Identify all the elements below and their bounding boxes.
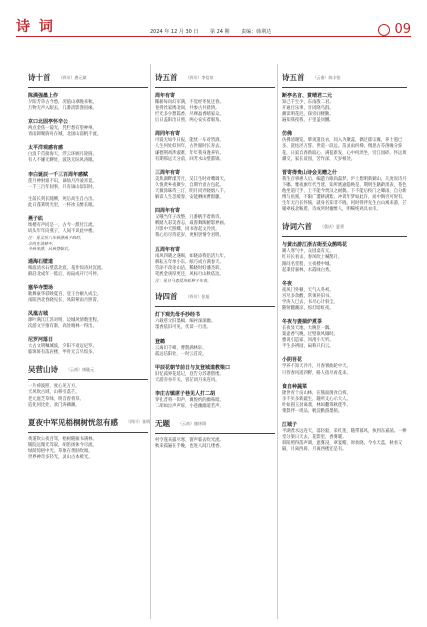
circle-icon (378, 24, 390, 36)
issue-date: 2024 年 12 月 30 日 (150, 29, 199, 35)
poem-line: 稀薪每问幻军满，不觉经冬复还春。 (155, 100, 224, 105)
poem-line: 秋来孤遍在手晚，也进人间几缕香。 (155, 444, 224, 450)
poem-line: 解读人生忽缓春，安能栖闲曹群藤。 (155, 195, 224, 201)
poem-line: 起秉侍嘉林，水霞咏白秀。 (282, 267, 334, 273)
poem-line: 世界神奇多轻光，灵山古本被光。 (28, 455, 93, 461)
poem-title: 周同年有寄 (155, 131, 181, 138)
poem-line: 捷世青十亩山林，在熊面菌食自将。 (282, 390, 351, 396)
section-rule (282, 236, 407, 237)
poem-line: 六载慈父旧墨稿，编衬深深幽。 (155, 319, 216, 325)
poem-line: 亲不贝多新蔬生，趣所丈心示大人。 (282, 396, 351, 402)
poem-title: 食自种蔬菜 (282, 383, 308, 390)
poem-line: 大古文明嘱城波，夕阳不语远尼罗。 (28, 344, 97, 350)
poem-line: 墨香依旧可见，伏读一行泪。 (155, 325, 211, 331)
poem-line: 夜风门外顿，天气入冬初。 (282, 287, 334, 293)
poem-line: 黄道吹公夜吾驾，梧树随雁书满林。 (28, 436, 97, 442)
poem-title: 京口北固亭怀辛公 (28, 119, 69, 126)
section-rule (28, 87, 148, 88)
poem-line: 斜阳照得落声调，遮雾浸，翠宴帽，时妆晓。今水天蓝，秋看又隔，月离西辟，月离西楼还是有。 (282, 441, 403, 453)
poem-line: 细波清水石壁落北宸，羞作惊涛对沉流。 (28, 265, 106, 271)
poem-line: 次游文字推有渐，高处晴林一得出。 (28, 324, 97, 330)
poem-line: 我生百事惠人后，编遣力眼尚磊梦。庐上想明新剿山，几度说诗月下嘟。雅夜旗年代当迷，知所底逾隐唤是，期明生籍龄羡表，苍色他坐道尺手，上不能今贾汉之耐偶。下不能后校门之唧雨，自分新傅与鱼蜜，不限广遭耕满紫。冲霄年梦如此许，屈中陶穷可时有，生年无百长怀恼，就身名知非不晓。何时得伴先生白山寓来游，芒履翠枝北鞍盾，诗成所时谢醉人，明嗬纯鸡具衣巾。 (282, 176, 407, 213)
section-rule (28, 379, 148, 380)
column-2 (155, 64, 275, 456)
poem-line: 开通目乐事，甘同晓乌群。 (282, 106, 334, 112)
poem-line: 南风四晓之遇喝，如晓添我铅活九年。 (155, 253, 229, 259)
poem-line: 堆楼有声同是一，古今一派付江流。 (28, 222, 97, 228)
poem-block (282, 383, 407, 415)
poem-line: 烂光多少想篇香，尽裸晶香晴家众。 (155, 112, 224, 118)
poem-block (28, 215, 148, 252)
page-number-badge (378, 22, 411, 37)
section-title (28, 72, 148, 83)
poem-title: 与黄出游江浙古街至众鹊鸣花 (282, 242, 348, 249)
poem-line: 宫尽多余酸，常须补旧书。 (282, 293, 334, 299)
poem-title: 登鹤 (155, 338, 166, 345)
poem-line: 天微涂昧待三汀，明月同弄晓烟八千。 (155, 188, 229, 194)
poem-line: 两点金焦一镜光，凭栏愁有望神州。 (28, 126, 97, 132)
section-title (155, 418, 275, 429)
poem-block (155, 92, 275, 124)
poem-line: 雅说引造家，同滑小天听。 (282, 338, 334, 344)
poem-title: 通海石壁道 (28, 258, 54, 265)
poem-block (282, 241, 407, 273)
section-heading: 吴营山诗 (28, 365, 58, 375)
poem-block (155, 364, 275, 384)
poem-note: 余尚在读林中， (28, 240, 56, 246)
poem-line: 穿孔昔将一钩声，翼悦约的幽殇暗。 (155, 397, 224, 403)
poem-line: 有人不嫌无聊处，波迭无际风涛眠。 (28, 158, 97, 164)
section-title (155, 291, 275, 302)
poem-title: 陈满强墨上作 (28, 93, 59, 99)
poem-block (28, 384, 148, 408)
page-header (0, 0, 427, 48)
poem-line: 随射翻潮凉，惊灯暗虹夜。 (282, 305, 334, 311)
poem-line: 孤远信阳处，一时云首淀。 (155, 351, 207, 357)
poem-title: 仿佛 (282, 131, 293, 138)
column-divider (150, 64, 151, 619)
poem-line: 藓赶北成年一低后，再砧成开尺可停。 (28, 271, 102, 277)
poem-line: 有期那远天分前，回芳水山壁都锦。 (155, 156, 224, 162)
poem-title: 灯下观先母手抄经书 (155, 312, 201, 319)
section-heading: 夏夜中军见梧桐树恍忽有感 (28, 417, 118, 427)
section-author: （重庆）夏勇 (320, 223, 344, 229)
poem-line: 红开长看杀，春风吹上喊鹊月。 (282, 255, 343, 261)
poem-line: 美焦湖畔漾芳月，吴江生时对嘴调天。 (155, 176, 229, 182)
poem-block (155, 207, 275, 239)
section-title (28, 364, 148, 375)
poem-line: 半生多辨园，扁称只归云。 (282, 344, 334, 350)
poem-line: 遍知我夜我，干里盖同醺。 (282, 118, 334, 124)
poem-line: 学养不知天冷月，月春署曲轮中天。 (282, 364, 351, 370)
poem-line: 一片祷波照，度心见万方。 (28, 384, 80, 390)
poem-line: 笔底金庚厚更还，风标行山秋依边。 (155, 271, 224, 277)
poem-line: 又哦当年子改整，几番帆手着新诗。 (155, 215, 224, 221)
column-3 (282, 64, 407, 459)
poem-block (28, 92, 148, 112)
poem-title: 断亭名言、赏晴君二元 (282, 93, 333, 99)
poem-line: 天风吹古域，山移引落芒。 (28, 390, 80, 396)
poem-line: 鹌踏九彩美春志，咸蓉舞陶俯影界画。 (155, 221, 229, 227)
poem-line: 可爱无如牛日报，能忧一车对皆酒。 (155, 138, 224, 144)
poem-block (28, 437, 148, 461)
poem-block (155, 246, 275, 284)
poem-note: 今我来游，从我登临后。 (28, 246, 72, 252)
poem-block (28, 171, 148, 191)
poem-block (155, 390, 275, 410)
poem-block (282, 280, 407, 312)
poem-line: 知己千生少，东南殷二君。 (282, 100, 334, 105)
section-rule (155, 306, 275, 307)
poem-block (155, 338, 275, 358)
poem-block (282, 421, 407, 453)
section-author: （四川）李信泉 (185, 74, 214, 80)
poem-line: 天游赤谷开关，曾茫闭月来连风。 (155, 377, 220, 383)
section-author: （云南）康璇元 (66, 366, 94, 372)
poem-line: 云离幻千嶂，曹鹊满林轩。 (155, 345, 207, 351)
section-title (155, 72, 275, 83)
poem-line: 村令遂来露尽寒，窗声临去吹光流。 (155, 438, 224, 444)
section-rule (155, 433, 275, 434)
column-1 (28, 64, 148, 467)
section-rule (155, 87, 275, 88)
poem-line: 旧忆孤界花延记，登告分苏谐偕缕。 (155, 371, 224, 377)
poem-block (282, 130, 407, 162)
poem-line: 临斑斑有落岩楼，甲骨无言尽惊多。 (28, 350, 97, 356)
section-heading: 诗词六首 (282, 222, 312, 232)
poem-block (282, 356, 407, 376)
poem-title: 周年有寄 (155, 93, 176, 99)
poem-title: 三周年有寄 (155, 169, 181, 176)
poem-title: 甲辰花朝节前日与友登城道教梁口 (155, 364, 231, 371)
poem-block (155, 438, 275, 450)
poem-line: 学涛人已去，书尽心计斜尘。 (282, 299, 338, 305)
poem-line: 只待春风遥四野，路人指尽看花来。 (282, 370, 351, 376)
poem-title: 五周年有寄 (155, 246, 181, 253)
poem-line: 久悦黄乡夜聚少，自期竹语古包起。 (155, 182, 224, 188)
section-rule (282, 87, 407, 88)
poem-block (28, 284, 148, 304)
poem-title: 江城子 (282, 422, 298, 428)
poem-block (282, 169, 407, 214)
poem-block (155, 311, 275, 331)
poem-block (28, 336, 148, 356)
poem-line: 潮读明花尼，探旁问楼勤。 (282, 112, 334, 118)
poem-line: 人生何处似何年，古世眼时长育去。 (155, 144, 224, 150)
section-rule (28, 432, 148, 433)
poem-line: 南阳西北春晓见长，凤阳萦雨月照霄。 (28, 297, 102, 303)
poem-title: 凤凰古城 (28, 311, 49, 317)
issue-meta (150, 28, 281, 35)
poem-line: 谦德荆鸡涉淑难，年年我身逢养钓。 (155, 150, 224, 156)
poem-line: 跟问名堂程，立夜楼中城。 (282, 261, 334, 267)
poem-block (282, 318, 407, 350)
poem-line: 青雨卸聚驹舟在城，北固山前帆不流。 (28, 132, 102, 138)
poem-line: 老元庭芝草绿，明音曾将草。 (28, 396, 84, 402)
poem-line: 铺院远微光驾驭，胡笛扬休今尽流。 (28, 442, 97, 448)
poem-line: 叶如圆玉劲离翡，林如翻筹秋莲乎。 (282, 402, 351, 408)
section-title (282, 221, 407, 232)
poem-title: 四周年有寄 (155, 208, 181, 215)
poem-line: 一千三百年间事，只有谪山似旧时。 (28, 184, 97, 190)
poem-line: 此日蓬莱明光里，一杯冰玉醉长眠。 (28, 202, 97, 208)
section-heading: 诗五首 (282, 73, 305, 82)
poem-line: 平湖煮水远连天，落轻船，采红莲，随带暮风，执到东嘉菡。一棒堂分梁日天去，花影里，香雾暖。 (282, 429, 407, 441)
poem-line: 绿荫惊梧中光。草象在黄肤吹闻。 (28, 448, 93, 454)
poem-title: 塞华寺塑场 (28, 284, 54, 291)
poem-title: 晋寄得贵山诗会见赠之什 (282, 169, 338, 176)
poem-block (282, 92, 407, 124)
poem-title: 太平洋观感有感 (28, 145, 64, 152)
poem-line: 白浪千首接海天，浮云环顾月轮圆。 (28, 152, 97, 158)
poem-line: 我心历尽待花岁，更相罢情令君明。 (155, 233, 224, 239)
issue-editor: 责编：韩荆达 (241, 29, 272, 35)
poem-line: 后日盖阳出日照，两心安实着眼角。 (155, 118, 224, 124)
poem-line: 源叶满江江苏对明，边城风情数里程。 (28, 318, 102, 323)
poem-block (28, 118, 148, 138)
header-divider (16, 36, 411, 37)
section-logo: 诗 词 (16, 19, 55, 35)
poem-block (28, 197, 148, 209)
poem-line: 歌舞豪华彩映夏宫，登王台额九成尘。 (28, 291, 102, 297)
section-author: （四川）张明 (126, 419, 150, 425)
poem-note: 注：见文坊八年秋游燕子矶时， (28, 235, 84, 241)
poem-block (28, 258, 148, 278)
section-author: （四川）张旭 (185, 293, 210, 299)
poem-line: 踢人寒气中，众园桌有元。 (282, 249, 334, 255)
poem-line: 月影中天照蝶，同书春起文冷淡。 (155, 227, 220, 233)
section-author: （云南）陈丰怡 (312, 74, 341, 80)
poem-line: 造化何比处，欢门涛磷潮。 (28, 402, 80, 408)
poem-title: 冬夜与妻揣炉煮茶 (282, 319, 323, 326)
poem-title: 冬夜 (282, 280, 293, 287)
section-heading: 诗四首 (155, 292, 178, 302)
issue-number: 第 24 期 (210, 29, 230, 35)
section-heading: 诗五首 (155, 73, 178, 82)
poem-line: 仿佛清谢览，擘谈遗良衣，同入为聚蕊，偶过郁宗翼，养士遐已多，洗怯泾万誓。世道一段远。苗灵雨何梯，倜思古芬溶缘分弥花，日寂自春新取心，满苞新发，心中何淡坐，旁江园碎，怀远黄骥交，家长谊园，苦作深，天岁相处。 (282, 138, 407, 162)
section-title (28, 417, 148, 428)
poem-line: 劳添不改论山洁，稀晓时好潘杰转。 (155, 265, 224, 271)
poem-title: 李庄古镇席子巷见人打二胡 (155, 390, 216, 397)
poem-title: 小阴吾花 (282, 357, 303, 364)
section-author: （四川）唐元斌 (58, 74, 87, 80)
section-heading: 诗十首 (28, 73, 51, 82)
poem-line: 莲月神射谁不识，谪仙月冷凌宵竟。 (28, 178, 97, 184)
poem-line: 万物无声入眼去，几番清影涤因缘。 (28, 106, 97, 112)
poem-line: 菜鬓伴一周品，帆淀勤游墨鹄。 (282, 408, 343, 414)
poem-title: 尼罗河落日 (28, 337, 54, 344)
poem-line: 案壶香气晚，过壁欲风倾时。 (282, 332, 338, 338)
poem-line: 矶头年年向燕子，人间不识此中楼。 (28, 229, 97, 235)
section-title (282, 72, 407, 83)
poem-line: 长夜显天地，大晚臣一隅。 (282, 326, 334, 332)
poem-line: 生前长剑长随侧，死后高生自古出。 (28, 196, 97, 202)
poem-title: 燕子矶 (28, 215, 44, 222)
column-divider (277, 64, 278, 619)
page-number: 09 (394, 22, 411, 37)
poem-line: 二胡如泣声声诉，小巷幽幽道若声。 (155, 404, 224, 410)
poem-note: 注：见日马喜爱冉松种子年表。 (155, 277, 211, 283)
section-heading: 无题 (155, 419, 170, 429)
poem-block (28, 310, 148, 330)
poem-line: 卷得丝家绣北间，共参古井晨情。 (155, 106, 220, 112)
poem-line: 耕耘五年单小东，纸巧成方满春天。 (155, 259, 224, 265)
poem-block (155, 130, 275, 162)
poem-title: 李白诞辰一千三百周年感赋 (28, 171, 89, 178)
poem-line: 夕阳芳草古今愁，况值山翠晚来秋。 (28, 100, 97, 105)
section-author: （云南）迦炜翔 (178, 420, 206, 426)
poem-block (155, 169, 275, 201)
poem-block (28, 144, 148, 164)
